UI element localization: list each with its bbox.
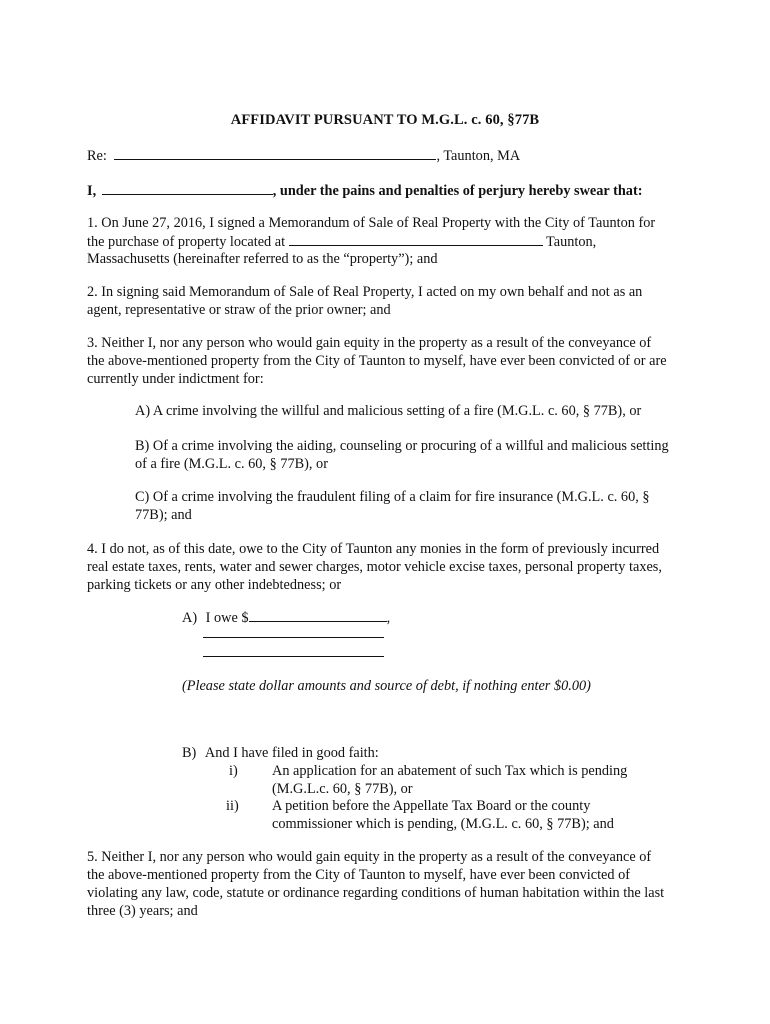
item-4b-i xyxy=(272,762,692,798)
p4b-text: And I have filed in good faith: xyxy=(204,745,379,761)
re-address-blank[interactable] xyxy=(114,146,436,160)
p4-line-1: 4. I do not, as of this date, owe to the City of Taunton any monies in the form of previously incurred xyxy=(87,541,660,557)
p5-line-3: violating any law, code, statute or ordinance regarding conditions of human habitation within the last xyxy=(87,885,665,901)
paragraph-4 xyxy=(87,540,687,594)
p4-line-2: real estate taxes, rents, water and sewer charges, motor vehicle excise taxes, personal property taxes, xyxy=(87,559,662,575)
p4a-suffix: , xyxy=(386,610,391,626)
p3-line-3: currently under indictment for: xyxy=(87,371,264,387)
clause-3a: A) A crime involving the willful and malicious setting of a fire (M.G.L. c. 60, § 77B), or xyxy=(135,403,642,419)
p3-line-1: 3. Neither I, nor any person who would gain equity in the property as a result of the conveyance of xyxy=(87,335,652,351)
p3b-line-2: of a fire (M.G.L. c. 60, § 77B), or xyxy=(135,456,328,472)
p2-line-1: 2. In signing said Memorandum of Sale of Real Property, I acted on my own behalf and not as an xyxy=(87,284,643,300)
paragraph-5 xyxy=(87,848,687,920)
p1-line-2-prefix: the purchase of property located at xyxy=(87,234,286,250)
item-4b-ii-line-1: A petition before the Appellate Tax Board or the county xyxy=(272,798,591,814)
paragraph-3 xyxy=(87,334,687,388)
page-title: AFFIDAVIT PURSUANT TO M.G.L. c. 60, §77B xyxy=(230,112,540,128)
p3c-line-1: C) Of a crime involving the fraudulent filing of a claim for fire insurance (M.G.L. c. 60, § xyxy=(135,489,650,505)
p1-line-1: 1. On June 27, 2016, I signed a Memorandum of Sale of Real Property with the City of Taunton for xyxy=(87,215,656,231)
p4b-label: B) xyxy=(182,745,197,761)
p4a-label: A) xyxy=(182,610,198,626)
paragraph-2 xyxy=(87,283,687,319)
p1-line-2 xyxy=(87,232,687,250)
p5-line-4: three (3) years; and xyxy=(87,903,198,919)
item-4b-ii-numeral: ii) xyxy=(226,798,239,814)
item-4b-i-numeral: i) xyxy=(229,763,238,779)
debt-source-blank-2[interactable] xyxy=(203,656,384,657)
p2-line-2: agent, representative or straw of the prior owner; and xyxy=(87,302,391,318)
item-4b-ii-line-2: commissioner which is pending, (M.G.L. c. 60, § 77B); and xyxy=(272,816,614,832)
p5-line-1: 5. Neither I, nor any person who would gain equity in the property as a result of the conveyance of xyxy=(87,849,652,865)
item-4b-ii xyxy=(272,797,692,833)
re-line xyxy=(87,146,520,165)
clause-4a xyxy=(182,608,390,627)
p4a-text: I owe $ xyxy=(205,610,249,626)
debt-source-blank-1[interactable] xyxy=(203,637,384,638)
re-label: Re: xyxy=(87,148,107,164)
p4-line-3: parking tickets or any other indebtedness; or xyxy=(87,577,342,593)
item-4b-i-line-2: (M.G.L.c. 60, § 77B), or xyxy=(272,781,413,797)
clause-3c xyxy=(135,488,695,524)
clause-3b xyxy=(135,437,695,473)
amount-owed-blank[interactable] xyxy=(249,608,387,622)
paragraph-1 xyxy=(87,214,687,268)
p1-line-2-suffix: Taunton, xyxy=(546,234,597,250)
item-4b-i-line-1: An application for an abatement of such Tax which is pending xyxy=(272,763,628,779)
oath-line xyxy=(87,181,642,200)
oath-suffix: , under the pains and penalties of perjury hereby swear that: xyxy=(272,183,643,199)
p3b-line-1: B) Of a crime involving the aiding, counseling or procuring of a willful and malicious setting xyxy=(135,438,669,454)
clause-4b xyxy=(182,744,379,762)
re-suffix: , Taunton, MA xyxy=(436,148,521,164)
p5-line-2: the above-mentioned property from the City of Taunton to myself, have ever been convicted of xyxy=(87,867,631,883)
p3-line-2: the above-mentioned property from the City of Taunton to myself, have ever been convicted of or are xyxy=(87,353,667,369)
debt-instruction-note: (Please state dollar amounts and source of debt, if nothing enter $0.00) xyxy=(182,678,591,694)
p3c-line-2: 77B); and xyxy=(135,507,192,523)
affiant-name-blank[interactable] xyxy=(102,181,273,195)
oath-prefix: I, xyxy=(87,183,97,199)
property-address-blank[interactable] xyxy=(289,232,543,246)
p1-line-3: Massachusetts (hereinafter referred to as the “property”); and xyxy=(87,251,438,267)
